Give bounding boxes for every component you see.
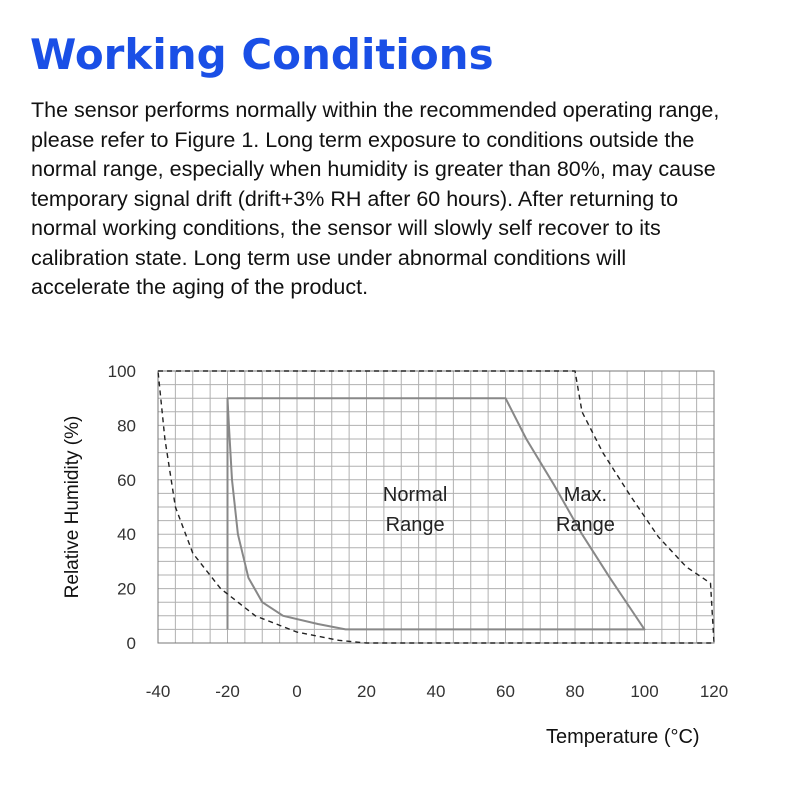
x-tick-label: 100 [630, 682, 659, 701]
y-tick-label: 20 [117, 579, 136, 599]
y-tick-label: 40 [117, 525, 136, 545]
x-tick-label: 20 [357, 682, 376, 701]
x-axis-label: Temperature (°C) [546, 726, 700, 748]
normal-range-label-line2: Range [385, 514, 445, 536]
x-tick-label: 40 [426, 682, 446, 701]
y-tick-label: 0 [126, 634, 136, 653]
x-tick-label: -40 [145, 682, 171, 701]
y-tick-label: 60 [117, 470, 136, 490]
x-tick-label: 0 [292, 682, 302, 701]
max-range-label: Max. [563, 484, 608, 506]
x-tick-label: -20 [215, 682, 240, 701]
y-axis-label: Relative Humidity (%) [62, 415, 83, 599]
x-tick-label: 80 [565, 682, 585, 701]
humidity-temperature-chart [0, 340, 800, 780]
x-tick-label: 60 [496, 682, 515, 701]
normal-range-label: Normal [382, 484, 448, 506]
chart-svg [0, 340, 800, 780]
y-tick-label: 100 [107, 362, 136, 381]
page-title: Working Conditions [30, 30, 494, 79]
x-tick-label: 120 [699, 682, 729, 701]
body-paragraph: The sensor performs normally within the recommended operating range, please refer to Figure 1. Long term exposure to conditions outside the normal range, especially when humidity is greater than 80%, may cause temporary signal drift (drift+3% RH after 60 hours). After returning to normal working conditions, the sensor will slowly self recover to its calibration state. Long term use under abnormal conditions will accelerate the aging of the product. [31, 98, 720, 299]
max-range-label-line2: Range [555, 514, 615, 536]
y-tick-label: 80 [117, 416, 136, 436]
